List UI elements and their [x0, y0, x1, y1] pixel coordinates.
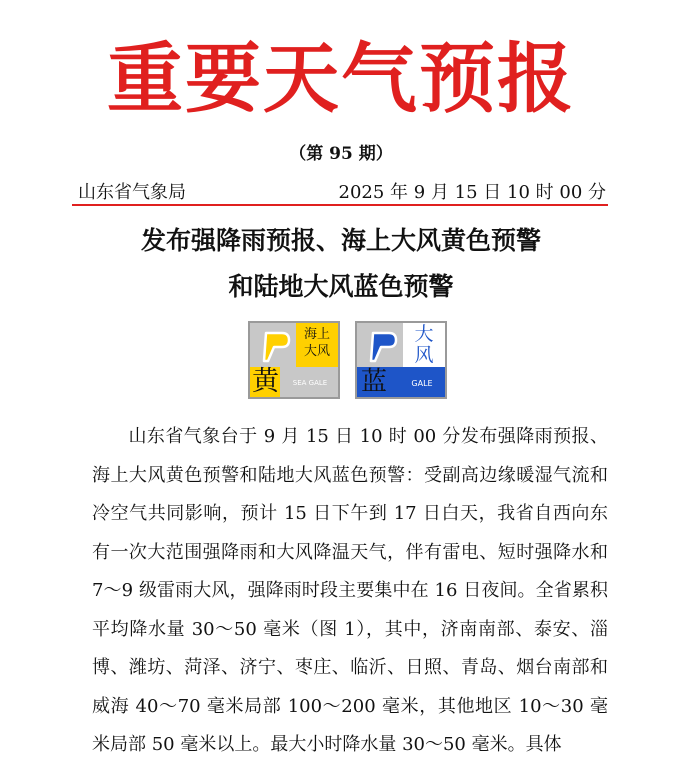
blue-flag-icon: [365, 329, 401, 365]
issue-number: （第 95 期）: [289, 144, 393, 164]
badge-label-line-1: 海上: [303, 327, 330, 342]
sea-gale-yellow-warning-badge: [248, 321, 340, 399]
headline-line-1: 发布强降雨预报、海上大风黄色预警: [140, 226, 541, 255]
badge-caption: GALE: [411, 379, 433, 388]
header-divider: [72, 204, 608, 206]
yellow-flag-icon: [258, 329, 294, 365]
forecast-body: [92, 418, 608, 765]
issuing-bureau: 山东省气象局: [78, 182, 186, 203]
badge-caption: SEA GALE: [292, 379, 328, 387]
masthead-title: 重要天气预报: [107, 34, 575, 123]
badge-color-char: 蓝: [361, 367, 388, 397]
land-gale-blue-warning-badge: [355, 321, 447, 399]
warning-badges: [248, 321, 447, 399]
badge-label-line-2: 风: [414, 344, 434, 366]
forecast-body-text: 山东省气象台于 9 月 15 日 10 时 00 分发布强降雨预报、海上大风黄色预警和陆地大风蓝色预警：受副高边缘暖湿气流和冷空气共同影响，预计 15 日下午到 17 日白天，我省自西向东有一次大范围强降雨和大风降温天气，伴有雷电、短时强降水和 7～9 级雷雨大风，强降雨时段主要集中在 16 日夜间。全省累积平均降水量 30～50 毫米（图 1），其中，济南南部、泰安、淄博、潍坊、菏泽、济宁、枣庄、临沂、日照、青岛、烟台南部和威海 40～70 毫米局部 100～200 毫米，其他地区 10～30 毫米局部 50 毫米以上。最大小时降水量 30～50 毫米。具体: [92, 426, 608, 755]
badge-label-line-2: 大风: [303, 344, 330, 359]
badge-label-line-1: 大: [414, 323, 434, 345]
badge-color-char: 黄: [252, 366, 279, 397]
headline-line-2: 和陆地大风蓝色预警: [228, 272, 454, 301]
issue-datetime: 2025 年 9 月 15 日 10 时 00 分: [338, 182, 606, 203]
